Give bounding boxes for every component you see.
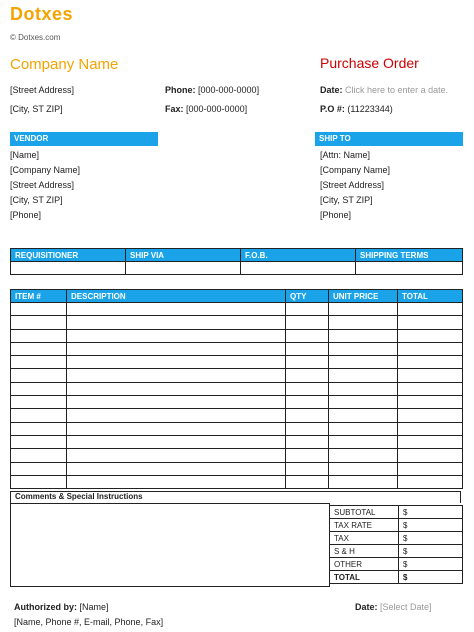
fax-value[interactable]: [000-000-0000] — [186, 104, 248, 114]
vendor-company[interactable]: [Company Name] — [10, 165, 81, 175]
item-item-cell[interactable] — [11, 382, 67, 395]
item-qty-cell[interactable] — [286, 422, 329, 435]
ship-to-lines — [320, 150, 390, 225]
item-qty-cell[interactable] — [286, 462, 329, 475]
fob-cell[interactable] — [241, 262, 356, 275]
table-row — [11, 396, 463, 409]
item-total-cell[interactable] — [398, 449, 463, 462]
shipping-col-ship-via: SHIP VIA — [126, 249, 241, 262]
item-unit-price-cell[interactable] — [329, 422, 398, 435]
company-fax — [165, 104, 247, 114]
item-item-cell[interactable] — [11, 303, 67, 316]
items-col-unit-price: UNIT PRICE — [329, 290, 398, 303]
item-total-cell[interactable] — [398, 356, 463, 369]
item-item-cell[interactable] — [11, 475, 67, 488]
totals-row — [330, 545, 463, 558]
phone-value[interactable]: [000-000-0000] — [198, 85, 260, 95]
table-row — [11, 409, 463, 422]
table-row — [11, 342, 463, 355]
item-unit-price-cell[interactable] — [329, 396, 398, 409]
totals-label: TAX — [330, 532, 399, 545]
item-item-cell[interactable] — [11, 409, 67, 422]
item-description-cell[interactable] — [67, 435, 286, 448]
item-item-cell[interactable] — [11, 342, 67, 355]
po-number-value[interactable]: (11223344) — [347, 104, 393, 114]
totals-value[interactable]: $ — [399, 532, 463, 545]
footer-date-picker[interactable]: [Select Date] — [380, 602, 432, 612]
item-total-cell[interactable] — [398, 303, 463, 316]
item-description-cell[interactable] — [67, 356, 286, 369]
item-unit-price-cell[interactable] — [329, 462, 398, 475]
item-qty-cell[interactable] — [286, 356, 329, 369]
items-col-item: ITEM # — [11, 290, 67, 303]
shipping-col-fob: F.O.B. — [241, 249, 356, 262]
item-total-cell[interactable] — [398, 382, 463, 395]
totals-value[interactable]: $ — [399, 558, 463, 571]
vendor-phone[interactable]: [Phone] — [10, 210, 42, 220]
table-row — [11, 329, 463, 342]
vendor-name[interactable]: [Name] — [10, 150, 40, 160]
table-row — [11, 462, 463, 475]
item-description-cell[interactable] — [67, 475, 286, 488]
item-description-cell[interactable] — [67, 303, 286, 316]
totals-table — [329, 505, 463, 584]
totals-label: OTHER — [330, 558, 399, 571]
totals-row — [330, 558, 463, 571]
item-unit-price-cell[interactable] — [329, 316, 398, 329]
item-description-cell[interactable] — [67, 462, 286, 475]
item-qty-cell[interactable] — [286, 382, 329, 395]
item-description-cell[interactable] — [67, 342, 286, 355]
table-row — [11, 475, 463, 488]
totals-value[interactable]: $ — [399, 519, 463, 532]
table-row — [11, 422, 463, 435]
footer-date-label: Date: — [355, 602, 378, 612]
item-qty-cell[interactable] — [286, 409, 329, 422]
authorized-by — [14, 602, 109, 612]
table-row — [11, 356, 463, 369]
item-total-cell[interactable] — [398, 462, 463, 475]
item-total-cell[interactable] — [398, 396, 463, 409]
item-total-cell[interactable] — [398, 435, 463, 448]
totals-label: TAX RATE — [330, 519, 399, 532]
date-picker[interactable]: Click here to enter a date. — [345, 85, 449, 95]
item-item-cell[interactable] — [11, 316, 67, 329]
vendor-lines — [10, 150, 80, 225]
ship-to-phone[interactable]: [Phone] — [320, 210, 352, 220]
item-total-cell[interactable] — [398, 329, 463, 342]
vendor-city[interactable]: [City, ST ZIP] — [10, 195, 63, 205]
company-phone — [165, 85, 259, 95]
po-number — [320, 104, 393, 114]
item-qty-cell[interactable] — [286, 369, 329, 382]
item-description-cell[interactable] — [67, 396, 286, 409]
authorized-contact[interactable]: [Name, Phone #, E-mail, Phone, Fax] — [14, 617, 164, 627]
items-col-description: DESCRIPTION — [67, 290, 286, 303]
totals-row — [330, 571, 463, 584]
totals-row — [330, 519, 463, 532]
company-city[interactable]: [City, ST ZIP] — [10, 104, 63, 114]
company-street[interactable]: [Street Address] — [10, 85, 75, 95]
shipping-col-terms: SHIPPING TERMS — [356, 249, 463, 262]
fax-label: Fax: — [165, 104, 184, 114]
ship-to-street[interactable]: [Street Address] — [320, 180, 385, 190]
shipping-table — [10, 248, 463, 275]
item-description-cell[interactable] — [67, 369, 286, 382]
item-qty-cell[interactable] — [286, 449, 329, 462]
ship-to-city[interactable]: [City, ST ZIP] — [320, 195, 373, 205]
copyright: © Dotxes.com — [10, 33, 61, 42]
ship-to-attn[interactable]: [Attn: Name] — [320, 150, 371, 160]
table-row — [11, 435, 463, 448]
item-unit-price-cell[interactable] — [329, 342, 398, 355]
comments-label: Comments & Special Instructions — [15, 492, 143, 501]
item-description-cell[interactable] — [67, 382, 286, 395]
item-qty-cell[interactable] — [286, 329, 329, 342]
item-description-cell[interactable] — [67, 449, 286, 462]
item-item-cell[interactable] — [11, 396, 67, 409]
totals-row — [330, 532, 463, 545]
comments-header — [10, 491, 461, 503]
item-qty-cell[interactable] — [286, 396, 329, 409]
item-item-cell[interactable] — [11, 422, 67, 435]
item-unit-price-cell[interactable] — [329, 382, 398, 395]
totals-value[interactable]: $ — [399, 545, 463, 558]
po-date — [320, 85, 448, 95]
items-body — [11, 303, 463, 489]
totals-value[interactable]: $ — [399, 571, 463, 584]
po-title: Purchase Order — [320, 55, 419, 71]
ship-to-header: SHIP TO — [315, 132, 463, 146]
item-description-cell[interactable] — [67, 316, 286, 329]
item-qty-cell[interactable] — [286, 475, 329, 488]
item-unit-price-cell[interactable] — [329, 409, 398, 422]
totals-label: S & H — [330, 545, 399, 558]
item-total-cell[interactable] — [398, 316, 463, 329]
authorized-name[interactable]: [Name] — [79, 602, 109, 612]
item-item-cell[interactable] — [11, 329, 67, 342]
item-item-cell[interactable] — [11, 356, 67, 369]
requisitioner-cell[interactable] — [11, 262, 126, 275]
item-item-cell[interactable] — [11, 449, 67, 462]
vendor-header: VENDOR — [10, 132, 158, 146]
item-unit-price-cell[interactable] — [329, 435, 398, 448]
item-unit-price-cell[interactable] — [329, 303, 398, 316]
item-unit-price-cell[interactable] — [329, 475, 398, 488]
items-col-total: TOTAL — [398, 290, 463, 303]
vendor-street[interactable]: [Street Address] — [10, 180, 75, 190]
authorized-label: Authorized by: — [14, 602, 77, 612]
totals-label: TOTAL — [330, 571, 399, 584]
item-total-cell[interactable] — [398, 369, 463, 382]
item-unit-price-cell[interactable] — [329, 369, 398, 382]
items-col-qty: QTY — [286, 290, 329, 303]
totals-label: SUBTOTAL — [330, 506, 399, 519]
item-description-cell[interactable] — [67, 329, 286, 342]
item-total-cell[interactable] — [398, 342, 463, 355]
item-qty-cell[interactable] — [286, 316, 329, 329]
table-row — [11, 382, 463, 395]
item-qty-cell[interactable] — [286, 342, 329, 355]
totals-body — [330, 506, 463, 584]
item-unit-price-cell[interactable] — [329, 449, 398, 462]
footer-date — [355, 602, 432, 612]
table-row — [11, 303, 463, 316]
table-row — [11, 449, 463, 462]
item-qty-cell[interactable] — [286, 303, 329, 316]
item-total-cell[interactable] — [398, 409, 463, 422]
item-qty-cell[interactable] — [286, 435, 329, 448]
item-unit-price-cell[interactable] — [329, 356, 398, 369]
ship-via-cell[interactable] — [126, 262, 241, 275]
items-table — [10, 289, 463, 489]
item-item-cell[interactable] — [11, 435, 67, 448]
item-unit-price-cell[interactable] — [329, 329, 398, 342]
comments-box[interactable] — [10, 503, 330, 587]
shipping-terms-cell[interactable] — [356, 262, 463, 275]
totals-value[interactable]: $ — [399, 506, 463, 519]
brand-logo: Dotxes — [10, 4, 74, 24]
date-label: Date: — [320, 85, 343, 95]
phone-label: Phone: — [165, 85, 196, 95]
item-item-cell[interactable] — [11, 462, 67, 475]
item-total-cell[interactable] — [398, 475, 463, 488]
item-item-cell[interactable] — [11, 369, 67, 382]
ship-to-company[interactable]: [Company Name] — [320, 165, 391, 175]
item-description-cell[interactable] — [67, 422, 286, 435]
table-row — [11, 316, 463, 329]
item-description-cell[interactable] — [67, 409, 286, 422]
po-number-label: P.O #: — [320, 104, 345, 114]
item-total-cell[interactable] — [398, 422, 463, 435]
totals-row — [330, 506, 463, 519]
shipping-col-requisitioner: REQUISITIONER — [11, 249, 126, 262]
company-name[interactable]: Company Name — [10, 56, 119, 73]
table-row — [11, 369, 463, 382]
